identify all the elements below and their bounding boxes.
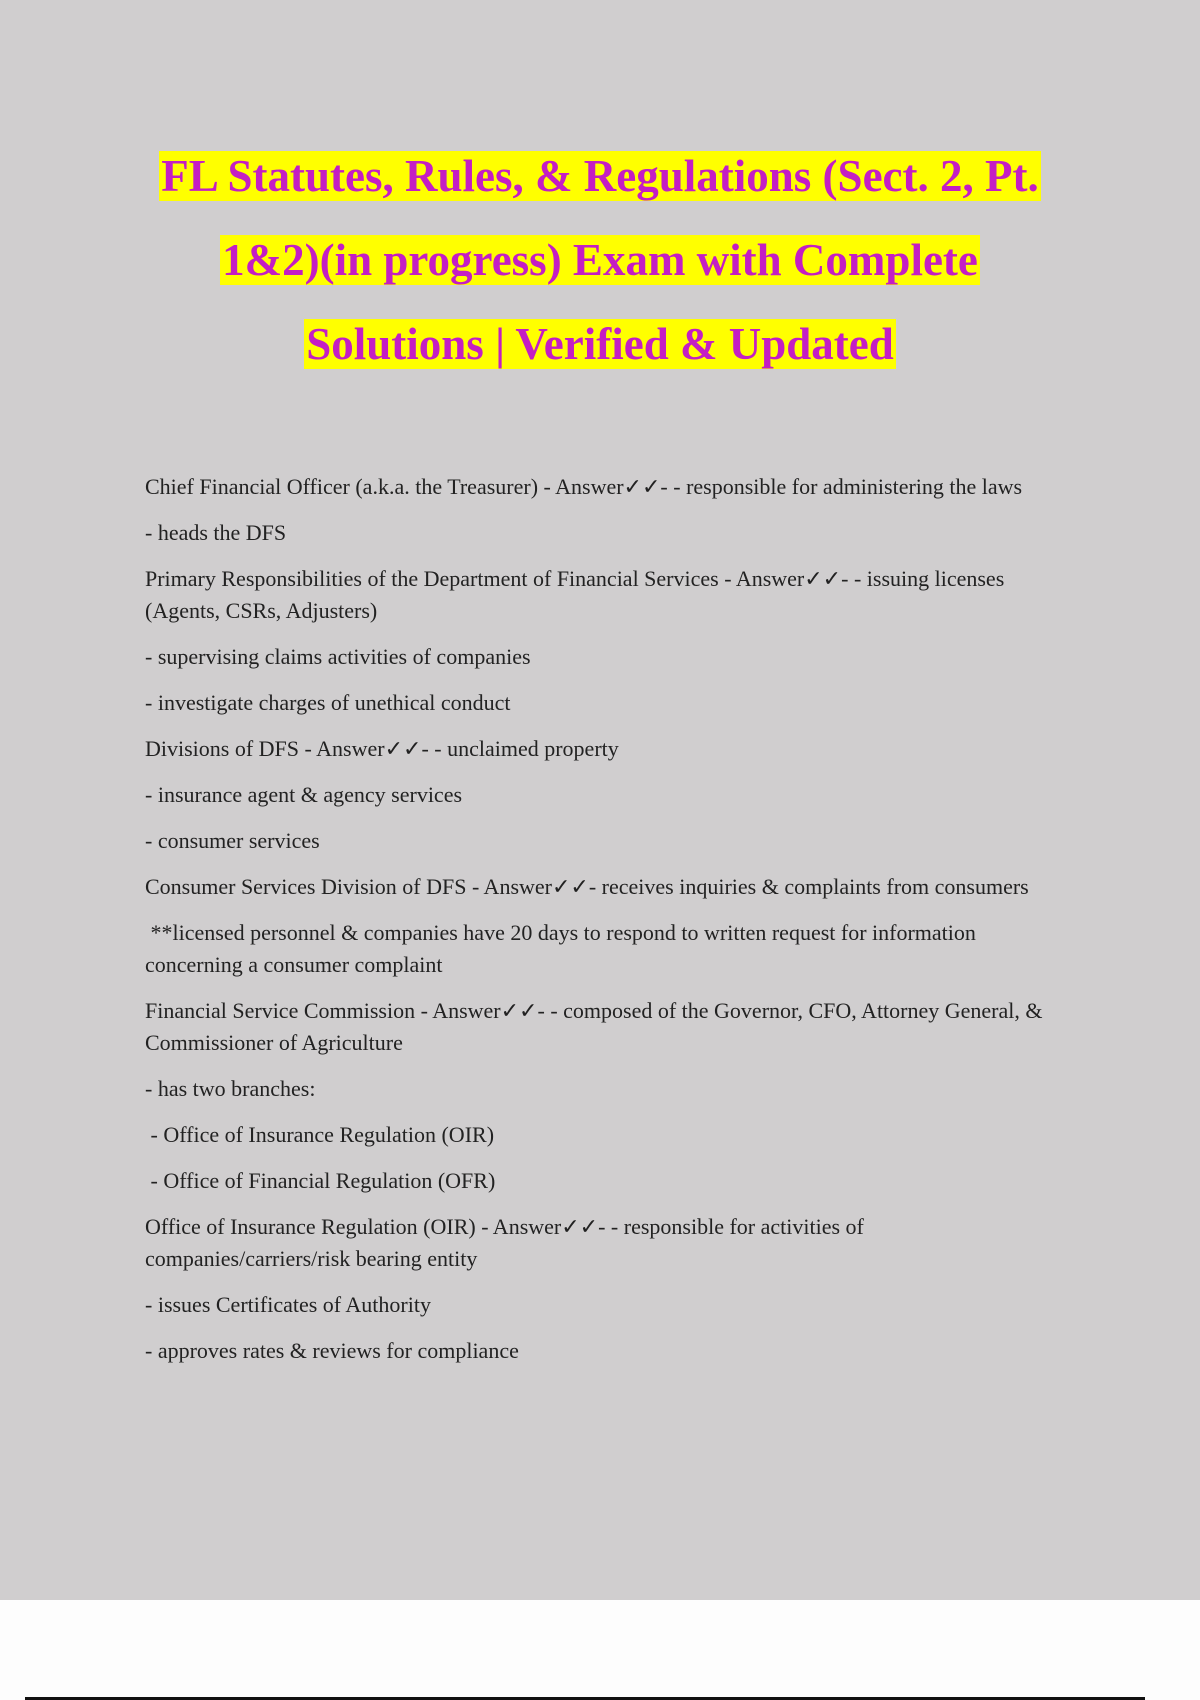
paragraph: Primary Responsibilities of the Department of Financial Services - Answer✓✓- - issuing licenses (Agents, CSRs, Adjusters) (145, 566, 1005, 623)
paragraph: - has two branches: (145, 1076, 316, 1101)
paragraph: - Office of Insurance Regulation (OIR) (145, 1122, 495, 1147)
paragraph: **licensed personnel & companies have 20 days to respond to written request for information concerning a consumer complaint (145, 920, 982, 977)
paragraph: Financial Service Commission - Answer✓✓- - composed of the Governor, CFO, Attorney General, & Commissioner of Agriculture (145, 998, 1043, 1055)
title-line: FL Statutes, Rules, & Regulations (Sect. 2, Pt. (161, 151, 1039, 201)
paragraph: - issues Certificates of Authority (145, 1292, 431, 1317)
document-title (0, 148, 1200, 400)
paragraph: - approves rates & reviews for compliance (145, 1338, 519, 1363)
next-page-area (0, 1600, 1200, 1700)
paragraph: Divisions of DFS - Answer✓✓- - unclaimed property (145, 736, 619, 761)
paragraph: - investigate charges of unethical conduct (145, 690, 511, 715)
paragraph: - heads the DFS (145, 520, 287, 545)
title-line: 1&2)(in progress) Exam with Complete (222, 235, 978, 285)
paragraph: - insurance agent & agency services (145, 782, 463, 807)
paragraph: - supervising claims activities of companies (145, 644, 531, 669)
document-body (145, 471, 1070, 1381)
title-line: Solutions | Verified & Updated (306, 319, 894, 369)
paragraph: - consumer services (145, 828, 320, 853)
paragraph: Consumer Services Division of DFS - Answer✓✓- receives inquiries & complaints from consumers (145, 874, 1029, 899)
paragraph: Office of Insurance Regulation (OIR) - Answer✓✓- - responsible for activities of companies/carriers/risk bearing entity (145, 1214, 864, 1271)
paragraph: - Office of Financial Regulation (OFR) (145, 1168, 496, 1193)
paragraph: Chief Financial Officer (a.k.a. the Treasurer) - Answer✓✓- - responsible for administering the laws (145, 474, 1023, 499)
